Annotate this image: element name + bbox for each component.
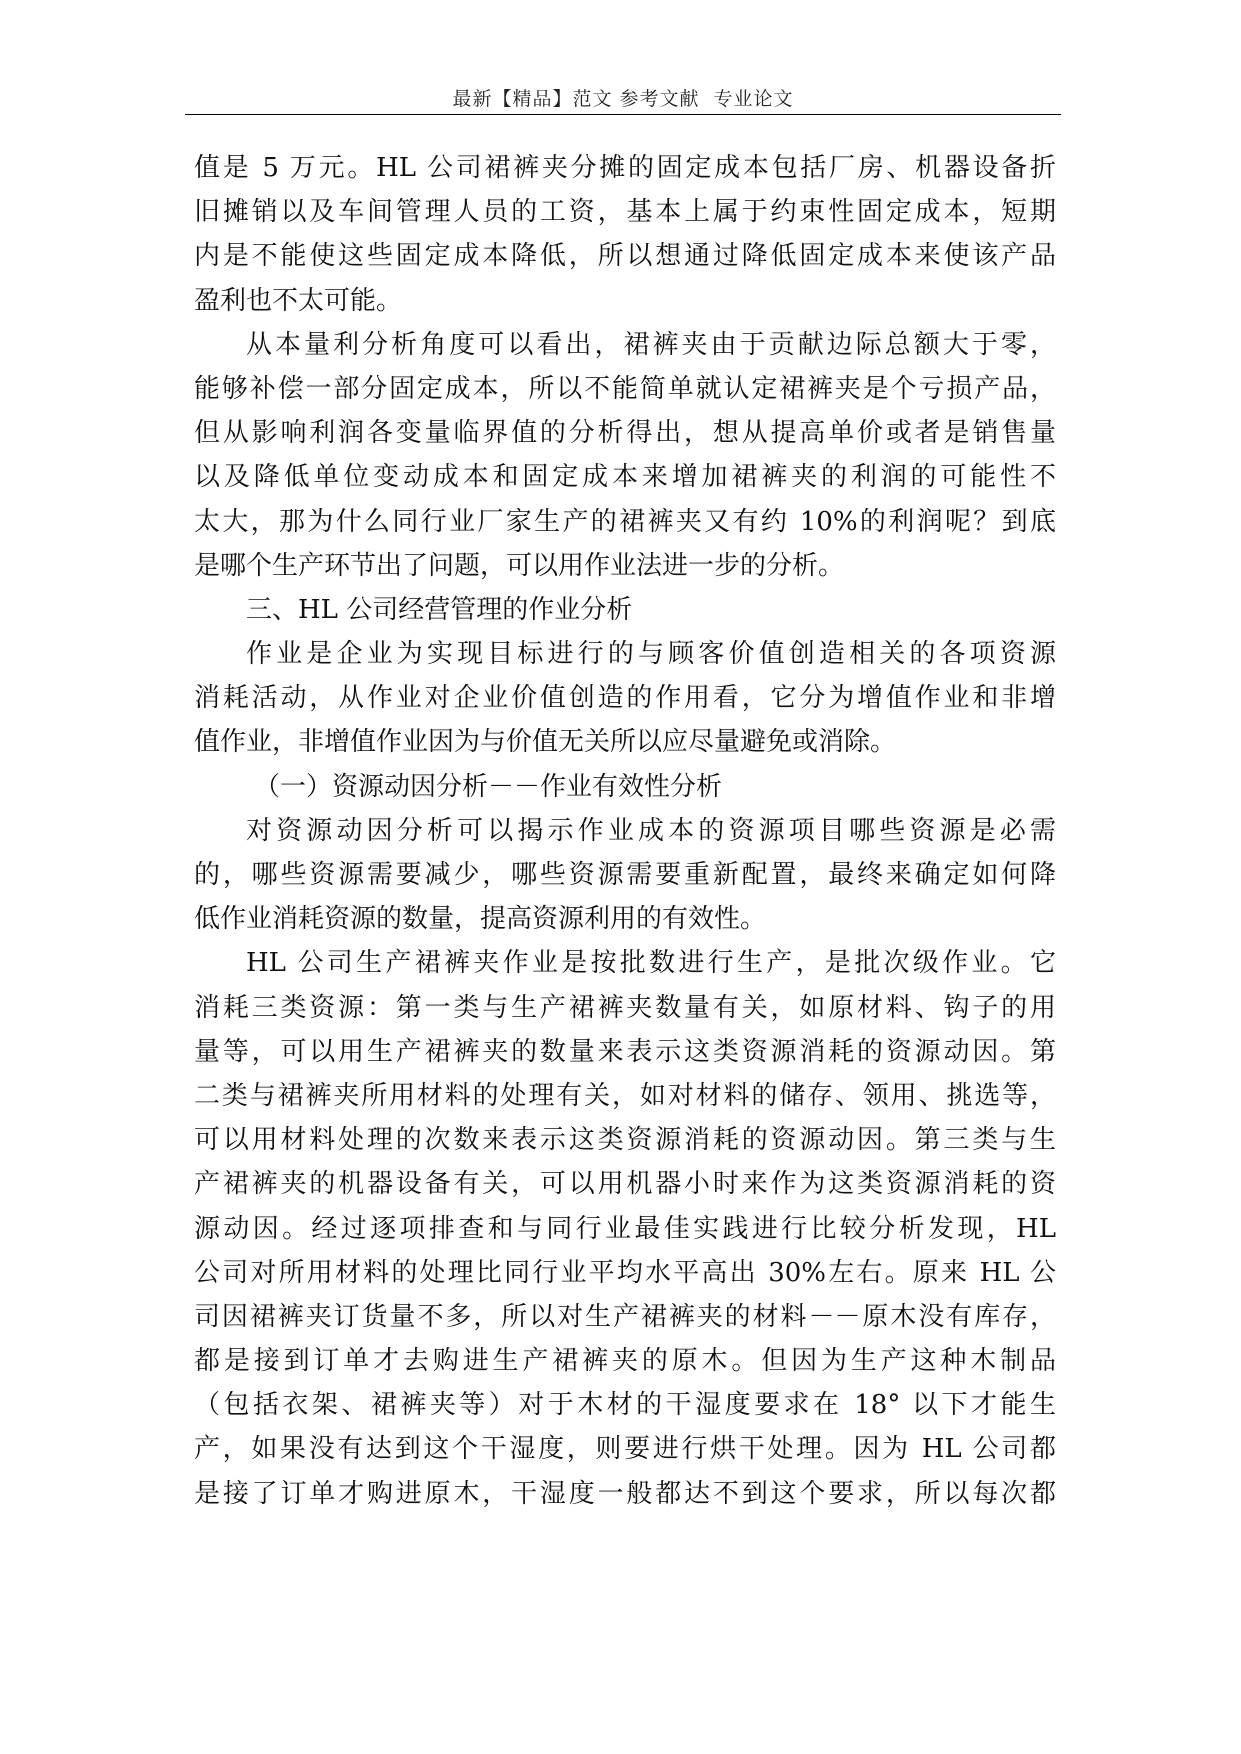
text-line: 公司对所用材料的处理比同行业平均水平高出 30%左右。原来 HL 公 [194,1257,1056,1288]
text-line: 量等，可以用生产裙裤夹的数量来表示这类资源消耗的资源动因。第 [194,1036,1056,1067]
text-line: 消耗活动，从作业对企业价值创造的作用看，它分为增值作业和非增 [194,683,1056,714]
text-line: 是接了订单才购进原木，干湿度一般都达不到这个要求，所以每次都 [194,1478,1056,1509]
text-line: 司因裙裤夹订货量不多，所以对生产裙裤夹的材料－－原木没有库存， [194,1301,1056,1332]
text-line: 源动因。经过逐项排查和与同行业最佳实践进行比较分析发现，HL [194,1213,1056,1244]
text-line: 太大，那为什么同行业厂家生产的裙裤夹又有约 10%的利润呢？到底 [194,506,1056,537]
text-line: 可以用材料处理的次数来表示这类资源消耗的资源动因。第三类与生 [194,1125,1056,1156]
text-line: 值是 5 万元。HL 公司裙裤夹分摊的固定成本包括厂房、机器设备折 [194,153,1056,183]
text-line: 从本量利分析角度可以看出，裙裤夹由于贡献边际总额大于零， [246,329,1056,360]
text-line: （包括衣架、裙裤夹等）对于木材的干湿度要求在 18° 以下才能生 [194,1390,1056,1421]
subsection-heading: （一）资源动因分析－－作业有效性分析 [254,771,723,802]
text-line: 但从影响利润各变量临界值的分析得出，想从提高单价或者是销售量 [194,418,1056,449]
page-header: 最新【精品】范文 参考文献 专业论文 [452,88,794,110]
text-line: 以及降低单位变动成本和固定成本来增加裙裤夹的利润的可能性不 [194,462,1056,493]
text-line: 都是接到订单才去购进生产裙裤夹的原木。但因为生产这种木制品 [194,1346,1056,1377]
text-line: 是哪个生产环节出了问题，可以用作业法进一步的分析。 [194,550,845,581]
header-rule [185,114,1061,115]
text-line: 能够补偿一部分固定成本，所以不能简单就认定裙裤夹是个亏损产品， [194,373,1056,404]
text-line: 值作业，非增值作业因为与价值无关所以应尽量避免或消除。 [194,727,897,758]
text-line: HL 公司生产裙裤夹作业是按批数进行生产，是批次级作业。它 [246,948,1056,979]
section-heading: 三、HL 公司经营管理的作业分析 [246,594,633,625]
text-line: 旧摊销以及车间管理人员的工资，基本上属于约束性固定成本，短期 [194,197,1056,228]
body-text [194,146,1056,1516]
text-line: 产，如果没有达到这个干湿度，则要进行烘干处理。因为 HL 公司都 [194,1434,1056,1465]
text-line: 二类与裙裤夹所用材料的处理有关，如对材料的储存、领用、挑选等， [194,1080,1056,1111]
text-line: 盈利也不太可能。 [194,285,403,316]
text-line: 作业是企业为实现目标进行的与顾客价值创造相关的各项资源 [246,639,1056,670]
text-line: 消耗三类资源：第一类与生产裙裤夹数量有关，如原材料、钩子的用 [194,992,1056,1023]
text-line: 产裙裤夹的机器设备有关，可以用机器小时来作为这类资源消耗的资 [194,1169,1056,1200]
text-line: 低作业消耗资源的数量，提高资源利用的有效性。 [194,904,767,935]
text-line: 对资源动因分析可以揭示作业成本的资源项目哪些资源是必需 [246,815,1056,846]
text-line: 内是不能使这些固定成本降低，所以想通过降低固定成本来使该产品 [194,241,1056,272]
text-line: 的，哪些资源需要减少，哪些资源需要重新配置，最终来确定如何降 [194,860,1056,890]
